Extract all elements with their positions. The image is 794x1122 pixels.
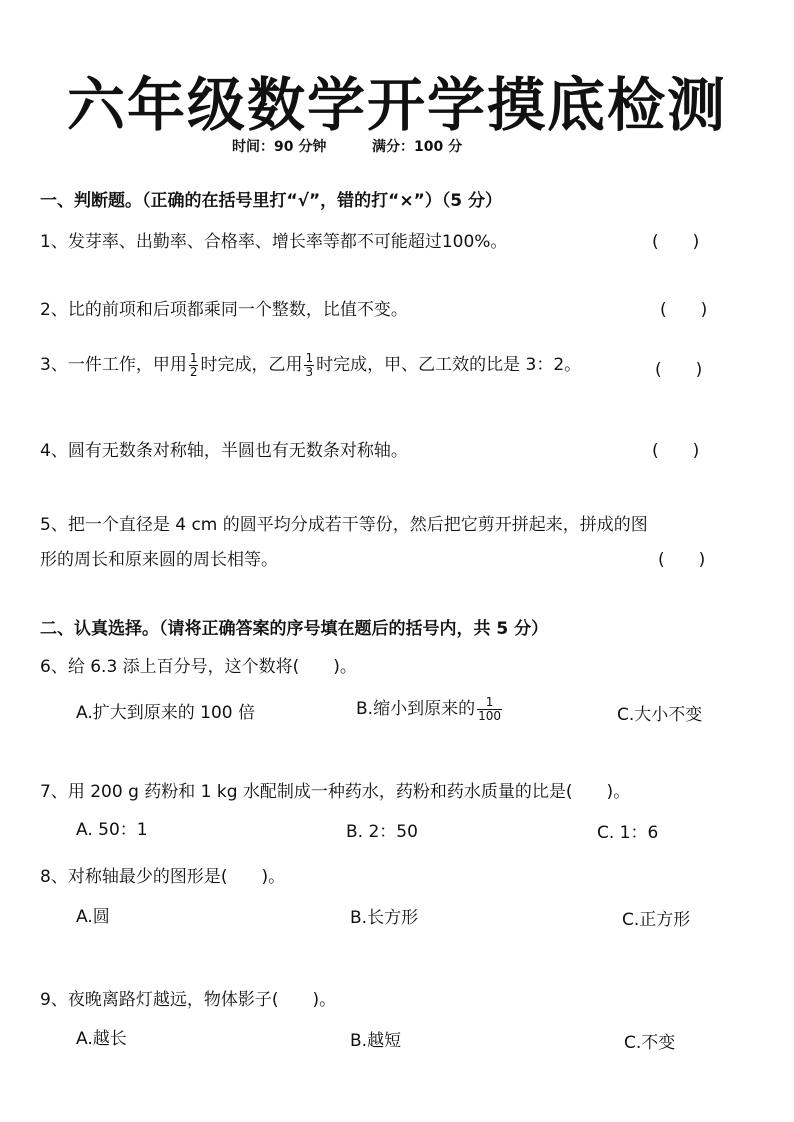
answer-paren-1[interactable]: ( ) bbox=[652, 232, 700, 252]
q7-option-c[interactable]: C. 1：6 bbox=[597, 823, 659, 843]
question-3-part-a: 3、一件工作，甲用 bbox=[40, 355, 187, 375]
question-9: 9、夜晚离路灯越远，物体影子( )。 bbox=[40, 990, 337, 1010]
question-1: 1、发芽率、出勤率、合格率、增长率等都不可能超过100%。 bbox=[40, 232, 508, 252]
q9-option-b[interactable]: B.越短 bbox=[350, 1031, 402, 1051]
q7-option-a[interactable]: A. 50：1 bbox=[76, 820, 148, 840]
score-info: 满分：100 分 bbox=[372, 139, 463, 155]
question-5-line1: 5、把一个直径是 4 cm 的圆平均分成若干等份，然后把它剪开拼起来，拼成的图 bbox=[40, 515, 648, 535]
q7-option-b[interactable]: B. 2：50 bbox=[346, 822, 418, 842]
question-3-part-c: 时完成，甲、乙工效的比是 3：2。 bbox=[316, 355, 582, 375]
question-6: 6、给 6.3 添上百分号，这个数将( )。 bbox=[40, 657, 357, 677]
q9-option-a[interactable]: A.越长 bbox=[76, 1029, 127, 1049]
question-5-line2: 形的周长和原来圆的周长相等。 bbox=[40, 550, 278, 570]
q6-option-b-label: B.缩小到原来的 bbox=[356, 699, 476, 719]
fraction-one-half: $\frac{1}{2}$ bbox=[189, 350, 198, 379]
answer-paren-3[interactable]: ( ) bbox=[655, 360, 703, 380]
question-3 bbox=[40, 350, 581, 379]
fraction-one-third: $\frac{1}{3}$ bbox=[305, 350, 314, 379]
time-info: 时间：90 分钟 bbox=[232, 139, 327, 155]
question-4: 4、圆有无数条对称轴，半圆也有无数条对称轴。 bbox=[40, 441, 408, 461]
question-8: 8、对称轴最少的图形是( )。 bbox=[40, 867, 286, 887]
question-2: 2、比的前项和后项都乘同一个整数，比值不变。 bbox=[40, 300, 408, 320]
q8-option-b[interactable]: B.长方形 bbox=[350, 908, 419, 928]
page-title: 六年级数学开学摸底检测 bbox=[66, 71, 727, 139]
q6-option-a[interactable]: A.扩大到原来的 100 倍 bbox=[76, 703, 255, 723]
q8-option-c[interactable]: C.正方形 bbox=[622, 910, 691, 930]
q6-option-c[interactable]: C.大小不变 bbox=[617, 705, 703, 725]
q6-option-b[interactable] bbox=[356, 694, 504, 723]
section2-heading: 二、认真选择。（请将正确答案的序号填在题后的括号内，共 5 分） bbox=[40, 619, 549, 639]
section1-heading: 一、判断题。（正确的在括号里打“√”，错的打“×”）（5 分） bbox=[40, 191, 503, 211]
answer-paren-5[interactable]: ( ) bbox=[658, 550, 706, 570]
answer-paren-4[interactable]: ( ) bbox=[652, 441, 700, 461]
answer-paren-2[interactable]: ( ) bbox=[660, 300, 708, 320]
fraction-one-hundredth: $\frac{1}{100}$ bbox=[478, 694, 501, 723]
q9-option-c[interactable]: C.不变 bbox=[624, 1033, 676, 1053]
q8-option-a[interactable]: A.圆 bbox=[76, 907, 110, 927]
question-7: 7、用 200 g 药粉和 1 kg 水配制成一种药水，药粉和药水质量的比是( )。 bbox=[40, 782, 631, 802]
question-3-part-b: 时完成，乙用 bbox=[200, 355, 303, 375]
